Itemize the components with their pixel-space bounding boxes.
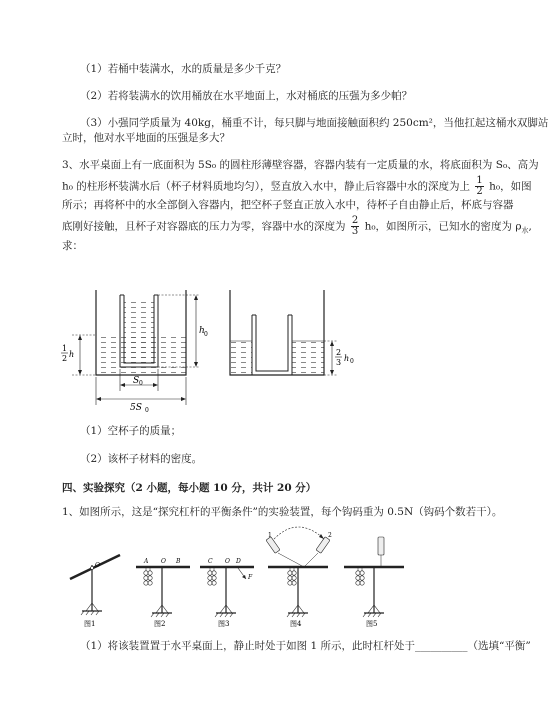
label-half-h: h [69,350,75,359]
lever-figure-5 [344,537,404,628]
q3-part1: （1）空杯子的质量； [80,425,182,437]
lever1-label-o: O [95,562,100,569]
lever-figure-4 [266,527,332,628]
lever3-label-o: O [225,558,230,565]
label-half-den: 2 [62,354,68,363]
q1-part1: （1）若桶中装满水，水的质量是多少千克？ [80,63,287,75]
label-h0-sub: 0 [204,331,208,338]
lever-caption-5: 图5 [366,620,378,628]
label-two-h-sub: 0 [350,358,354,365]
label-two-den: 3 [336,358,342,367]
fraction-denominator: 3 [351,226,359,237]
spring-scale-2 [316,537,330,554]
q3-line3: 所示；再将杯中的水全部倒入容器内，把空杯子竖直正放入水中，待杯子自由静止后，杯底与容器 [62,199,514,211]
spring-scale-1 [266,537,280,554]
section4-title: 四、实验探究（2 小题，每小题 10 分，共计 20 分） [62,482,317,494]
label-h0: h [199,326,205,336]
fraction-numerator: 1 [476,175,483,186]
q3-line2 [62,176,532,197]
lever3-label-d: D [236,558,241,565]
q3-line5: 求： [62,240,83,252]
label-two-num: 2 [336,348,342,357]
figure-b [230,290,354,375]
container-figures [60,285,360,415]
figure-a [61,290,208,414]
label-half-num: 1 [62,344,68,353]
label-two-h: h [344,354,350,363]
q3-line2-text-a: h₀ 的柱形杯装满水后（杯子材料质地均匀），竖直放入水中，静止后容器中水的深度为上 [62,180,471,193]
label-5s0: 5S [130,403,142,413]
q4-part1: （1）将该装置置于水平桌面上，静止时处于如图 1 所示，此时杠杆处于__________（选填“平衡” [80,640,531,652]
fraction-two-thirds [351,216,359,237]
q1-part2: （2）若将装满水的饮用桶放在水平地面上，水对桶底的压强为多少帕？ [80,90,413,102]
fraction-denominator: 2 [476,186,483,197]
q3-line4-text-b: h₀，如图所示，已知水的密度为 ρ [364,220,522,233]
lever-figures [62,527,422,627]
lever-figure-1 [70,555,120,628]
lever-caption-3: 图3 [218,620,230,628]
q3-part2: （2）该杯子材料的密度。 [80,453,203,465]
label-5s0-sub: 0 [145,407,149,414]
q3-line4: 底刚好接触，且杯子对容器底的压力为零，容器中水的深度为 $\frac{2}{3}$ h₀，如图所示，已知水的密度为 $\rho_水$, [62,215,532,237]
lever2-label-o: O [161,558,166,565]
spring-scale-5 [378,537,384,555]
q4-line1: 1、如图所示，这是“探究杠杆的平衡条件”的实验装置，每个钩码重为 0.5N（钩码个数若干）。 [62,506,503,518]
lever4-label-2: 2 [328,532,332,539]
fraction-numerator: 2 [351,215,359,226]
lever3-label-c: C [208,558,213,565]
label-s0: S [133,376,140,386]
lever2-label-b: B [176,558,181,565]
q3-line4-text-a: 底刚好接触，且杯子对容器底的压力为零，容器中水的深度为 [62,220,346,233]
lever-caption-2: 图2 [154,620,166,628]
lever-figure-3 [200,558,254,628]
cup-water-a [124,299,154,363]
fraction-half [475,176,483,197]
q1-part3-line2: 立时，他对水平地面的压强是多大？ [62,132,230,144]
q3-line2-text-b: h₀，如图 [489,180,532,193]
lever2-label-a: A [144,558,149,565]
lever-caption-1: 图1 [84,620,96,628]
q1-part3-line1: （3）小强同学质量为 40kg，桶重不计，每只脚与地面接触面积约 250cm²，当他扛起这桶水双脚站 [80,117,548,129]
lever-figure-2 [136,558,190,628]
lever3-label-f: F [248,574,253,581]
label-s0-sub: 0 [139,380,143,387]
lever-caption-4: 图4 [290,620,302,628]
lever4-label-1: 1 [268,532,272,539]
q3-line1: 3、水平桌面上有一底面积为 5S₀ 的圆柱形薄壁容器，容器内装有一定质量的水，将底面积为 S₀、高为 [62,159,539,171]
